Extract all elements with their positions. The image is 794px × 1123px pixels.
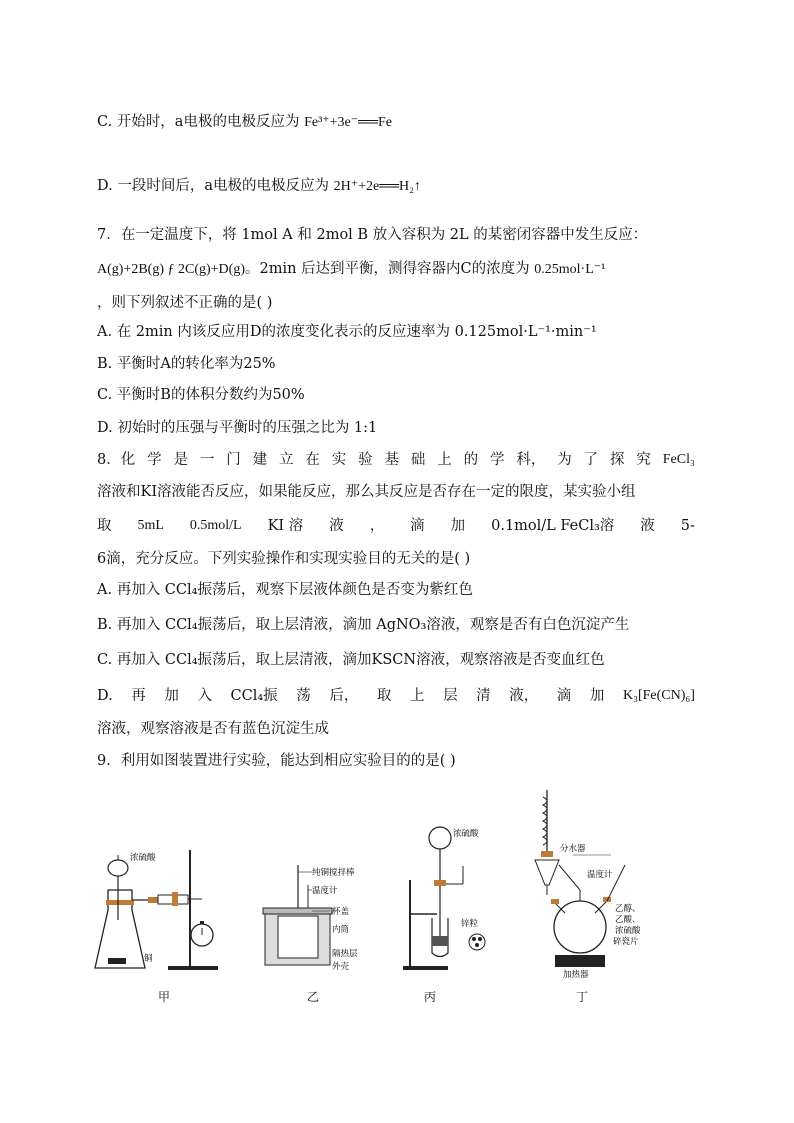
q8-word: 液 [640,518,655,534]
q8-word: 层 [443,688,458,704]
q8-word: 学 [147,452,162,468]
caption-ding: 丁 [576,990,589,1004]
label-ethanol: 乙醇、 [615,904,641,914]
q8-word: 滴 [410,518,425,534]
caption-jia: 甲 [158,990,171,1004]
q8-word: 基 [384,452,399,468]
q6-option-c [97,112,392,133]
q8-word: 清 [476,688,491,704]
q8-option-a: A. 再加入 CCl₄振荡后，观察下层液体颜色是否变为紫红色 [97,582,473,598]
q7-stem-line3: ，则下列叙述不正确的是( ) [97,295,273,311]
q7-option-d: D. 初始时的压强与平衡时的压强之比为 1:1 [97,420,378,436]
q8-word: FeCl₃ [662,452,695,467]
q8-word: 在 [305,452,320,468]
caption-yi: 乙 [307,990,320,1004]
q8-word: 上 [437,452,452,468]
q8-word: 液 [329,518,344,534]
label-lid: 杯盖 [332,907,350,917]
label-shell: 外壳 [332,962,350,972]
q8-word: 0.5mol/L [189,518,242,533]
q8-word: 液， [509,688,539,704]
q8-word: K₃[Fe(CN)₆] [622,688,695,703]
q8-word: 加 [164,688,179,704]
q7-stem-text: 。2min 后达到平衡，测得容器内C的浓度为 [244,261,530,277]
q7-option-a: A. 在 2min 内该反应用D的浓度变化表示的反应速率为 0.125mol·L⁻¹·min⁻¹ [97,324,597,340]
q9-stem: 9．利用如图装置进行实验，能达到相应实验目的的是( ) [97,753,456,769]
q8-word: 学 [489,452,505,468]
q8-word: 门 [226,452,241,468]
label-porcelain-chips: 碎瓷片 [613,937,639,947]
caption-bing: 丙 [424,990,437,1004]
label-thermometer: 温度计 [587,870,613,880]
q8-word: 8．化 [97,452,136,468]
q8-word: 再 [131,688,146,704]
q7-equation: A(g)+2B(g) ƒ 2C(g)+D(g) [97,262,245,277]
q8-word: 5- [680,518,695,534]
q8-stem-line1 [97,450,695,470]
q7-option-c: C. 平衡时B的体积分数约为50% [97,387,305,403]
q6-c-equation: Fe³⁺+3e⁻══Fe [304,115,392,130]
q8-word: 0.1mol/L FeCl₃溶 [491,518,615,534]
q6-option-d [97,176,421,197]
q8-word: 实 [331,452,347,468]
q8-stem-line3 [97,516,695,536]
q8-stem-line4: 6滴，充分反应。下列实验操作和实现实验目的无关的是( ) [97,551,471,567]
apparatus-ding [525,785,655,980]
q8-word: CCl₄振 [230,688,278,704]
q6-d-equation: 2H⁺+2e══H₂↑ [333,179,422,194]
q8-word: ， [369,518,385,534]
label-acetic-acid: 乙酸、 [615,915,641,925]
q8-option-d-line1 [97,686,695,706]
q8-word: 取 [376,688,392,704]
q8-word: 加 [589,688,605,704]
label-conc-sulfuric-acid: 浓硫酸 [615,926,641,936]
label-thermometer: 温度计 [312,886,338,896]
q8-word: 滴 [556,688,572,704]
q8-stem-line2: 溶液和KI溶液能否反应，如果能反应，那么其反应是否存在一定的限度，某实验小组 [97,484,636,500]
q8-word: D. [97,688,113,704]
q8-word: 上 [409,688,425,704]
label-water-separator: 分水器 [560,844,586,854]
q8-word: 探 [609,452,625,468]
q8-option-b: B. 再加入 CCl₄振荡后，取上层清液，滴加 AgNO₃溶液，观察是否有白色沉淀产生 [97,617,630,633]
q8-word: 入 [197,688,212,704]
apparatus-bing [395,818,505,973]
label-inner-cylinder: 内筒 [332,925,350,935]
q8-word: 后， [329,688,359,704]
q8-word: KI 溶 [267,518,304,534]
q7-stem-line1: 7．在一定温度下，将 1mol A 和 2mol B 放入容积为 2L 的某密闭容器中发生反应： [97,227,648,243]
label-zinc: 锌粒 [461,919,479,929]
q7-stem-line2 [97,259,605,280]
q8-word: 加 [450,518,466,534]
label-copper: 铜 [144,954,153,964]
q8-word: 荡 [296,688,311,704]
q8-word: 科， [516,452,546,468]
q6-c-text: C. 开始时，a电极的电极反应为 [97,114,300,130]
q8-word: 验 [358,452,373,468]
label-stirrer: 纯铜搅拌棒 [312,868,355,878]
q8-word: 础 [410,452,426,468]
label-insulation: 隔热层 [332,949,358,959]
q8-word: 是 [173,452,188,468]
q8-word: 究 [636,452,651,468]
q8-word: 的 [463,452,479,468]
apparatus-yi [260,860,370,975]
q8-word: 了 [583,452,599,468]
label-concentrated-sulfuric-acid: 浓硫酸 [453,829,479,839]
label-heater: 加热器 [563,970,589,980]
q7-option-b: B. 平衡时A的转化率为25% [97,356,276,372]
label-concentrated-sulfuric-acid: 浓硫酸 [130,853,156,863]
q7-concentration: 0.25mol·L⁻¹ [534,262,606,277]
q8-word: 立 [278,452,294,468]
apparatus-jia [90,840,220,980]
q8-word: 建 [252,452,268,468]
q6-d-text: D. 一段时间后，a电极的电极反应为 [97,178,329,194]
q8-word: 5mL [137,518,164,533]
q8-word: 为 [557,452,572,468]
q8-word: 一 [199,452,215,468]
q8-option-d-line2: 溶液，观察溶液是否有蓝色沉淀生成 [97,721,329,737]
q8-option-c: C. 再加入 CCl₄振荡后，取上层清液，滴加KSCN溶液，观察溶液是否变血红色 [97,652,605,668]
q8-word: 取 [97,518,112,534]
